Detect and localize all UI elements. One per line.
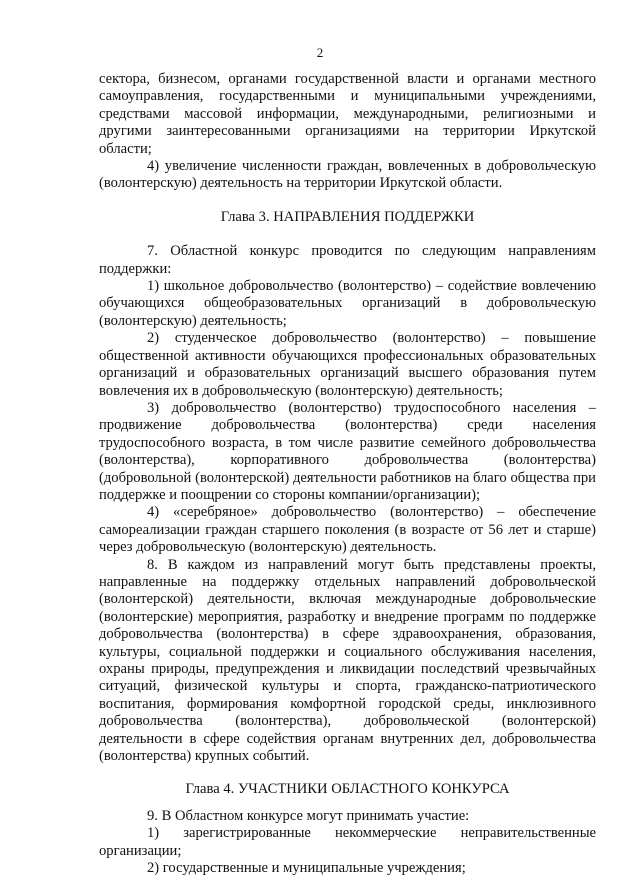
paragraph-7-item-3: 3) добровольчество (волонтерство) трудоспособного населения – продвижение добровольчества (волонтерства) среди населения трудоспособного возраста, в том числе развитие семейного добровольчества (волонтерства), корпоративного добровольчества (волонтерства) (добровольной (волонтерской) деятельности работников на благо общества при поддержке и поощрении со стороны компании/организации); [99, 399, 596, 503]
paragraph-intro-continuation: сектора, бизнесом, органами государственной власти и органами местного самоуправления, государственными и муниципальными учреждениями, средствами массовой информации, международными, религиозными и другими заинтересованными организациями на территории Иркутской области; [99, 71, 596, 157]
paragraph-7-item-1: 1) школьное добровольчество (волонтерство) – содействие вовлечению обучающихся общеобразовательных организаций в добровольческую (волонтерскую) деятельность; [99, 278, 596, 329]
document-body [99, 71, 596, 877]
paragraph-8: 8. В каждом из направлений могут быть представлены проекты, направленные на поддержку отдельных направлений добровольческой (волонтерской) деятельности, включая международные добровольческие (волонтерские) мероприятия, разработку и внедрение программ по поддержке добровольчества (волонтерства) в сфере здравоохранения, образования, культуры, социальной поддержки и социального обслуживания населения, охраны природы, предупреждения и ликвидации последствий чрезвычайных ситуаций, физической культуры и спорта, гражданско-патриотического воспитания, формирования комфортной городской среды, инклюзивного добровольчества (волонтерства), добровольческой (волонтерской) деятельности в сфере содействия органам внутренних дел, добровольчества (волонтерства) крупных событий. [99, 556, 596, 765]
page-number: 2 [316, 45, 324, 60]
paragraph-7-item-2: 2) студенческое добровольчество (волонтерство) – повышение общественной активности обучающихся профессиональных образовательных организаций и образовательных организаций высшего образования путем вовлечения их в добровольческую (волонтерскую) деятельность; [99, 330, 596, 399]
chapter-3-heading: Глава 3. НАПРАВЛЕНИЯ ПОДДЕРЖКИ [220, 208, 475, 225]
paragraph-9-item-1: 1) зарегистрированные некоммерческие неправительственные организации; [99, 825, 596, 859]
paragraph-9: 9. В Областном конкурсе могут принимать участие: [147, 807, 470, 824]
chapter-4-heading: Глава 4. УЧАСТНИКИ ОБЛАСТНОГО КОНКУРСА [185, 781, 510, 798]
paragraph-7-item-4: 4) «серебряное» добровольчество (волонтерство) – обеспечение самореализации граждан старшего поколения (в возрасте от 56 лет и старше) через добровольческую (волонтерскую) деятельность. [99, 504, 596, 556]
paragraph-7: 7. Областной конкурс проводится по следующим направлениям поддержки: [99, 243, 596, 277]
paragraph-9-item-2: 2) государственные и муниципальные учреждения; [147, 860, 466, 877]
paragraph-item-4-volunteer-growth: 4) увеличение численности граждан, вовлеченных в добровольческую (волонтерскую) деятельность на территории Иркутской области. [99, 158, 596, 192]
